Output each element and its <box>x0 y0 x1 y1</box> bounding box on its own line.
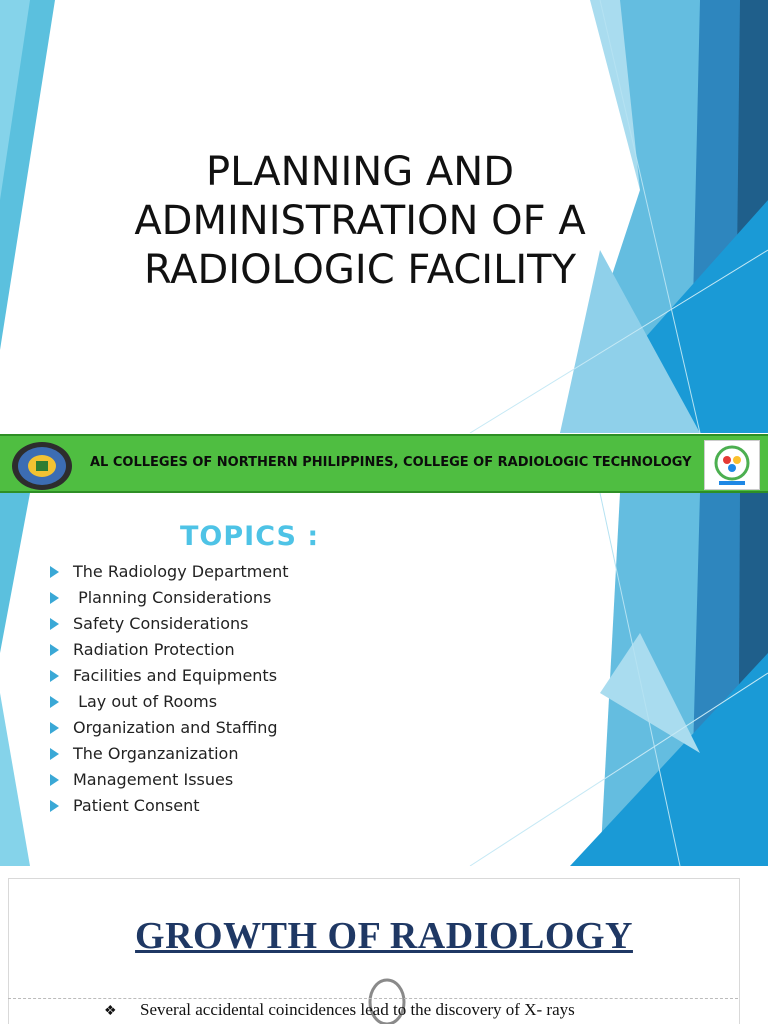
list-item <box>48 795 289 821</box>
divider <box>8 998 738 999</box>
triangle-bullet-icon <box>50 774 59 786</box>
topic-label: Safety Considerations <box>73 614 249 633</box>
title-line: ADMINISTRATION OF A <box>134 198 586 244</box>
list-item <box>48 587 289 613</box>
slide-title <box>60 148 660 295</box>
list-item <box>48 639 289 665</box>
department-logo-icon <box>704 440 760 490</box>
topic-label: Facilities and Equipments <box>73 666 278 685</box>
list-item <box>48 743 289 769</box>
triangle-bullet-icon <box>50 748 59 760</box>
topic-label: Radiation Protection <box>73 640 235 659</box>
topic-label: The Radiology Department <box>73 562 289 581</box>
list-item <box>48 613 289 639</box>
topics-slide <box>0 493 768 866</box>
list-item <box>48 561 289 587</box>
triangle-bullet-icon <box>50 722 59 734</box>
triangle-bullet-icon <box>50 566 59 578</box>
title-line: RADIOLOGIC FACILITY <box>143 247 577 293</box>
triangle-bullet-icon <box>50 592 59 604</box>
growth-slide <box>0 870 768 1024</box>
growth-title: GROWTH OF RADIOLOGY <box>135 915 633 957</box>
college-banner <box>0 434 768 493</box>
topic-label: Management Issues <box>73 770 234 789</box>
list-item <box>48 691 289 717</box>
triangle-bullet-icon <box>50 618 59 630</box>
topics-list <box>48 561 289 821</box>
triangle-bullet-icon <box>50 644 59 656</box>
topic-label: The Organzanization <box>73 744 239 763</box>
topic-label: Organization and Staffing <box>73 718 278 737</box>
triangle-bullet-icon <box>50 670 59 682</box>
triangle-bullet-icon <box>50 800 59 812</box>
topic-label: Patient Consent <box>73 796 200 815</box>
document-bullet-item <box>104 1000 575 1020</box>
list-item <box>48 665 289 691</box>
topic-label: Lay out of Rooms <box>73 692 218 711</box>
topic-label: Planning Considerations <box>73 588 272 607</box>
topics-heading: TOPICS : <box>180 521 320 552</box>
title-slide <box>0 0 768 433</box>
triangle-bullet-icon <box>50 696 59 708</box>
list-item <box>48 717 289 743</box>
diamond-bullet-icon: ❖ <box>104 1004 117 1019</box>
list-item <box>48 769 289 795</box>
college-seal-icon <box>10 441 74 491</box>
title-line: PLANNING AND <box>205 149 515 195</box>
banner-text: AL COLLEGES OF NORTHERN PHILIPPINES, COLLEGE OF RADIOLOGIC TECHNOLOGY <box>90 455 692 470</box>
document-bullet-text: Several accidental coincidences lead to the discovery of X- rays <box>140 1000 575 1019</box>
